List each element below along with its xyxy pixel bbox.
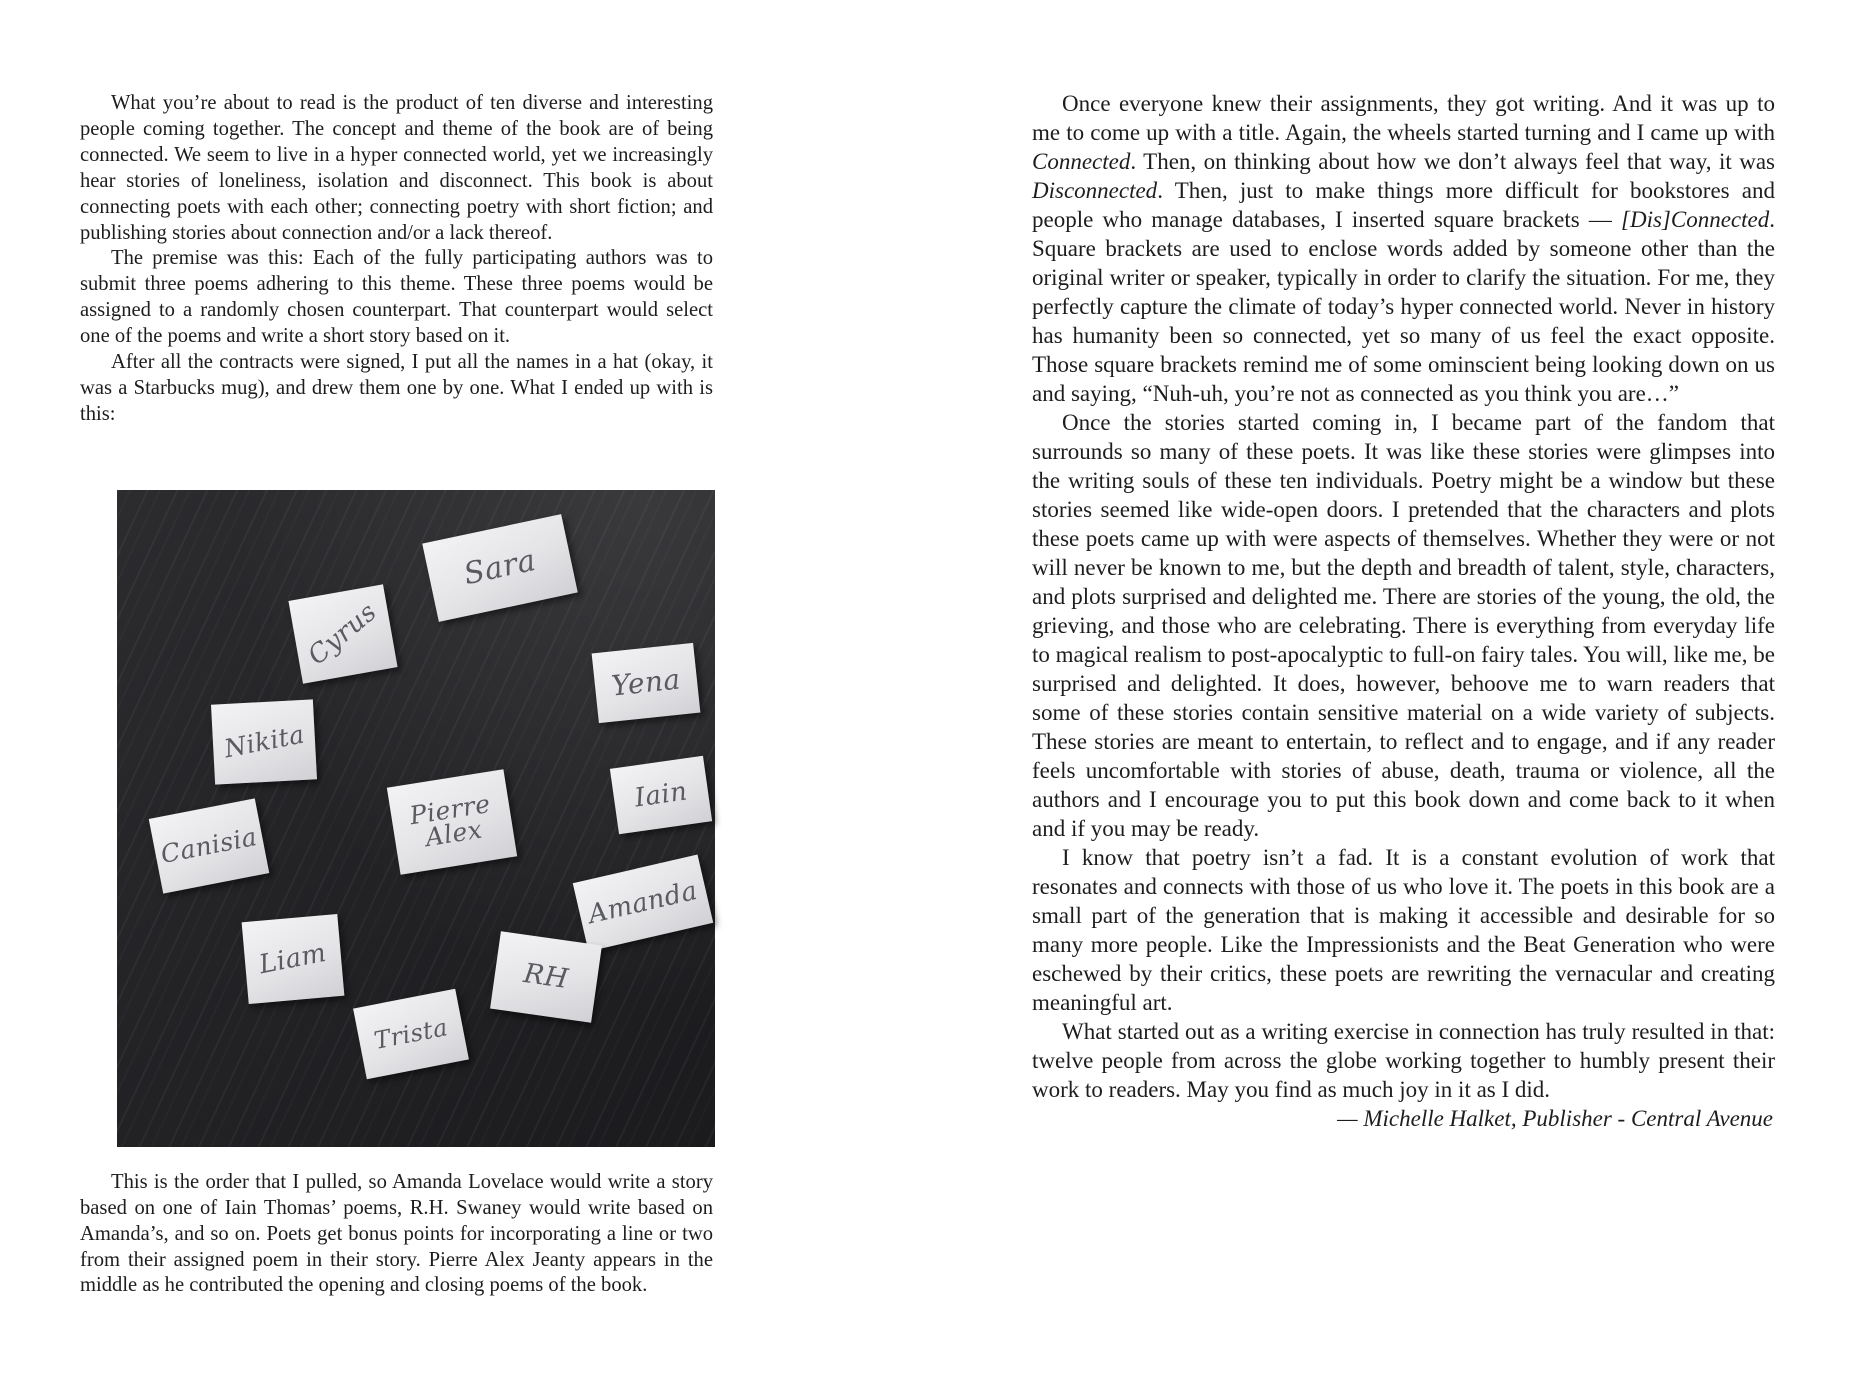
name-card — [573, 854, 713, 951]
name-card — [422, 514, 578, 622]
handwritten-name: Canisia — [158, 821, 260, 869]
paragraph-closing: What started out as a writing exercise in connection has truly resulted in that: twelve people from across the globe working together to humbly present their work to readers. May you find as much joy in it as I did. — [1032, 1019, 1775, 1102]
right-page — [1032, 89, 1775, 1133]
text-segment: . Then, just to make things more difficult for bookstores and people who manage databases, I inserted square brackets — — [1032, 178, 1775, 232]
handwritten-name: RH — [521, 957, 571, 995]
paragraph-order-explanation: This is the order that I pulled, so Amanda Lovelace would write a story based on one of Iain Thomas’ poems, R.H. Swaney would write based on Amanda’s, and so on. Poets get bonus points for incorporating a line or two from their assigned poem in their story. Pierre Alex Jeanty appears in the middle as he contributed the opening and closing poems of the book. — [80, 1170, 713, 1297]
paragraph-stories: Once the stories started coming in, I became part of the fandom that surrounds so many of these poets. It was like these stories were glimpses into the writing souls of these ten individuals. Poetry might be a window but these stories seemed like wide-open doors. I pretended that the characters and plots these poets came up with were aspects of themselves. Whether they were or not will never be known to me, but the depth and breadth of talent, style, characters, and plots surprised and delighted me. There are stories of the young, the old, the grieving, and those who are celebrating. There is everything from everyday life to magical realism to post-apocalyptic to full-on fairy tales. You will, like me, be surprised and delighted. It does, however, behoove me to warn readers that some of these stories contain sensitive material on a wide variety of subjects. These stories are meant to entertain, to reflect and to engage, and if any reader feels uncomfortable with stories of abuse, death, trauma or violence, all the authors and I encourage you to put this book down and come back to it when and if you may be ready. — [1032, 410, 1775, 841]
handwritten-name: Pierre Alex — [407, 789, 493, 852]
handwritten-name: Sara — [460, 542, 540, 592]
paragraph-title-story — [1032, 89, 1775, 408]
name-card — [211, 699, 317, 784]
paragraph-poetry: I know that poetry isn’t a fad. It is a constant evolution of work that resonates and connects with those of us who love it. The poets in this book are a small part of the generation that is making it accessible and desirable for so many more people. Like the Impressionists and the Beat Generation who were eschewed by their critics, these poets are rewriting the vernacular and creating meaningful art. — [1032, 845, 1775, 1015]
name-card — [592, 643, 701, 723]
text-segment: Once everyone knew their assignments, they got writing. And it was up to me to come up with a title. Again, the wheels started turning and I came up with — [1032, 91, 1775, 145]
handwritten-name: Nikita — [221, 719, 307, 764]
left-page — [80, 91, 713, 1299]
name-cards-photo — [117, 490, 715, 1147]
handwritten-name: Cyrus — [302, 596, 383, 671]
name-card — [610, 756, 712, 834]
publisher-signature: — Michelle Halket, Publisher - Central Avenue — [1337, 1106, 1773, 1131]
handwritten-name: Yena — [609, 661, 683, 703]
name-card — [387, 769, 517, 874]
text-segment: . Then, on thinking about how we don’t always feel that way, it was — [1130, 149, 1775, 174]
name-card — [288, 584, 397, 683]
handwritten-name: Amanda — [585, 875, 701, 930]
text-segment-italic: [Dis]Connected — [1621, 207, 1770, 232]
name-card — [353, 989, 469, 1080]
text-segment: . Square brackets are used to enclose words added by someone other than the original writer or speaker, typically in order to clarify the situation. For me, they perfectly capture the climate of today’s hyper connected world. Never in history has humanity been so connected, yet so many of us feel the exact opposite. Those square brackets remind me of some ominscient being looking down on us and saying, “Nuh-uh, you’re not as connected as you think you are…” — [1032, 207, 1775, 406]
name-card — [149, 798, 270, 893]
name-card — [490, 931, 602, 1022]
paragraph-premise: The premise was this: Each of the fully participating authors was to submit three poems adhering to this theme. These three poems would be assigned to a randomly chosen counterpart. That counterpart would select one of the poems and write a short story based on it. — [80, 247, 713, 348]
handwritten-name: Liam — [256, 937, 330, 980]
paragraph-intro: What you’re about to read is the product of ten diverse and interesting people coming together. The concept and theme of the book are of being connected. We seem to live in a hyper connected world, yet we increasingly hear stories of loneliness, isolation and disconnect. This book is about connecting poets with each other; connecting poetry with short fiction; and publishing stories about connection and/or a lack thereof. — [80, 92, 713, 244]
text-segment-italic: Connected — [1032, 149, 1131, 174]
handwritten-name: Iain — [632, 775, 690, 813]
text-segment-italic: Disconnected — [1032, 178, 1158, 203]
name-card — [242, 914, 345, 1004]
handwritten-name: Trista — [371, 1012, 451, 1055]
paragraph-drawing-names: After all the contracts were signed, I put all the names in a hat (okay, it was a Starbucks mug), and drew them one by one. What I ended up with is this: — [80, 351, 713, 425]
